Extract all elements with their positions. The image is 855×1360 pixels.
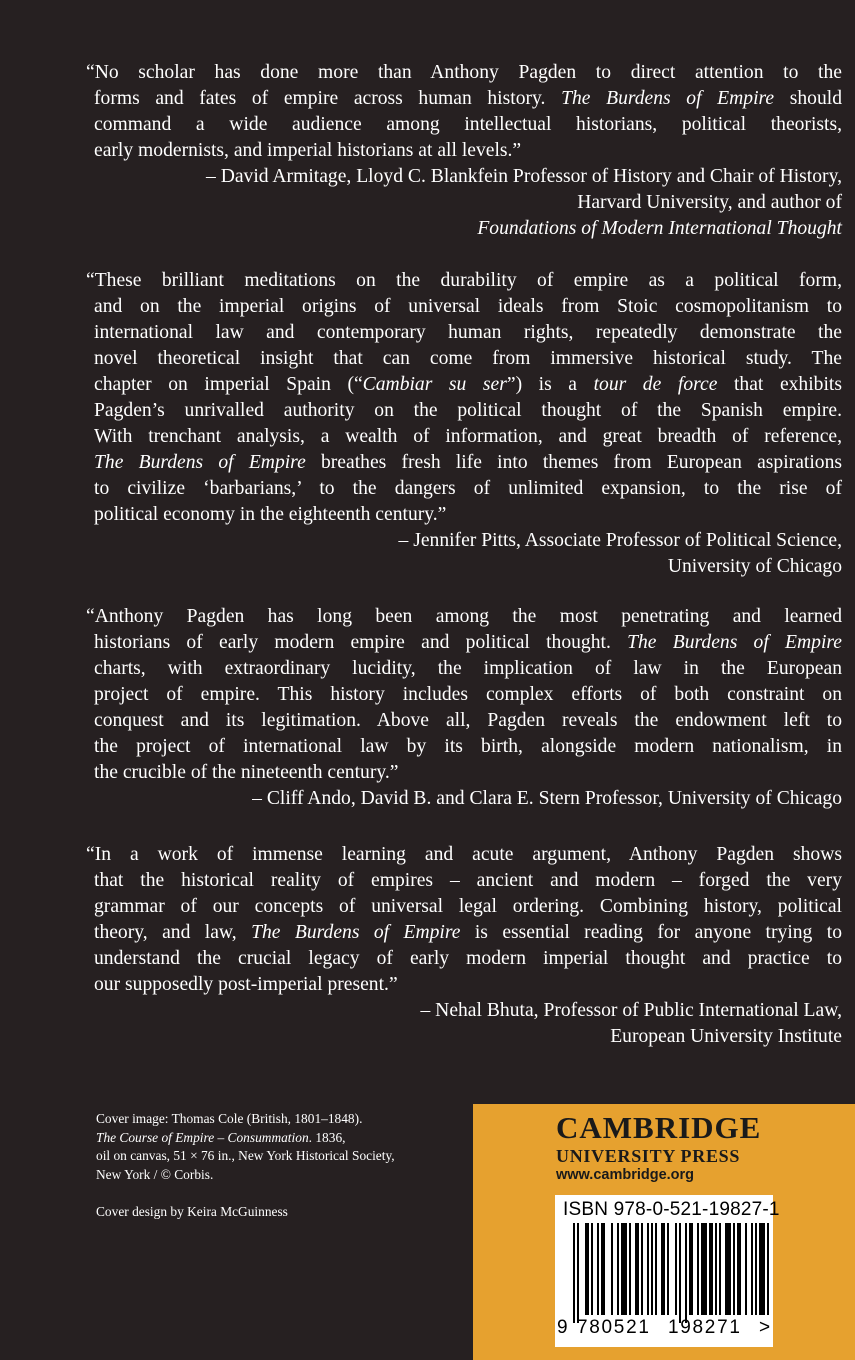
text-run: historians of early modern empire and political thought. <box>94 632 628 653</box>
text-run: – Cliff Ando, David B. and Clara E. Stern Professor, University of Chicago <box>252 788 842 809</box>
barcode-bar <box>751 1223 753 1315</box>
italic-title: The Burdens of Empire <box>561 88 775 109</box>
quote-attribution <box>206 164 842 190</box>
barcode-bar <box>697 1223 699 1315</box>
quote-line <box>94 346 842 372</box>
text-run: New York / © Corbis. <box>96 1166 214 1182</box>
quote-line <box>94 502 446 528</box>
text-run: should <box>774 88 843 109</box>
text-run: that exhibits <box>717 374 842 395</box>
barcode-bar <box>767 1223 769 1315</box>
quote-line <box>94 424 842 450</box>
barcode-bar <box>745 1223 747 1315</box>
quote-line <box>86 842 842 868</box>
italic-title: The Burdens of Empire <box>251 922 461 943</box>
quote-line <box>86 604 842 630</box>
barcode-bar <box>621 1223 627 1315</box>
text-run: ”) is a <box>506 374 594 395</box>
quote-attribution <box>252 786 842 812</box>
text-run: forms and fates of empire across human history. <box>94 88 562 109</box>
quote-line <box>94 398 842 424</box>
quote-attribution <box>420 998 842 1024</box>
text-run: the crucible of the nineteenth century.” <box>94 762 399 783</box>
quote-line <box>94 946 842 972</box>
quote-line <box>94 972 398 998</box>
quote-attribution <box>577 190 842 216</box>
text-run: and on the imperial origins of universal ideals from Stoic cosmopolitanism to <box>94 296 842 317</box>
text-run: – David Armitage, Lloyd C. Blankfein Professor of History and Chair of History, <box>206 166 842 187</box>
text-run: command a wide audience among intellectual historians, political theorists, <box>94 114 842 135</box>
barcode-bar <box>577 1223 579 1323</box>
quote-line <box>94 476 842 502</box>
barcode-bar <box>617 1223 619 1315</box>
credit-line <box>96 1129 466 1148</box>
italic-title: Cambiar su ser <box>362 374 507 395</box>
text-run: understand the crucial legacy of early modern imperial thought and practice to <box>94 948 842 969</box>
barcode-bar <box>661 1223 665 1315</box>
italic-title: The Burdens of Empire <box>94 452 306 473</box>
text-run: that the historical reality of empires – ancient and modern – forged the very <box>94 870 842 891</box>
barcode-bar <box>755 1223 757 1315</box>
quote-attribution <box>477 216 842 242</box>
text-run: With trenchant analysis, a wealth of information, and great breadth of reference, <box>94 426 842 447</box>
barcode-bar <box>719 1223 721 1315</box>
isbn-label: ISBN 978-0-521-19827-1 <box>563 1199 780 1220</box>
quote-line <box>94 920 842 946</box>
barcode-bar <box>601 1223 605 1315</box>
text-run: – Nehal Bhuta, Professor of Public International Law, <box>420 1000 842 1021</box>
text-run: “No scholar has done more than Anthony Pagden to direct attention to the <box>86 62 842 83</box>
quote-line <box>94 734 842 760</box>
barcode-bar <box>679 1223 681 1323</box>
barcode-bar <box>689 1223 693 1315</box>
quote-line <box>94 372 842 398</box>
barcode-bar <box>641 1223 643 1315</box>
text-run: to civilize ‘barbarians,’ to the dangers of unlimited expansion, to the rise of <box>94 478 842 499</box>
quote-line <box>94 868 842 894</box>
text-run: political economy in the eighteenth century.” <box>94 504 447 525</box>
text-run: international law and contemporary human rights, repeatedly demonstrate the <box>94 322 842 343</box>
text-run: chapter on imperial Spain (“ <box>94 374 363 395</box>
text-run: the project of international law by its birth, alongside modern nationalism, in <box>94 736 842 757</box>
text-run: conquest and its legitimation. Above all, Pagden reveals the endowment left to <box>94 710 842 731</box>
barcode-bar <box>675 1223 677 1315</box>
text-run: project of empire. This history includes complex efforts of both constraint on <box>94 684 842 705</box>
barcode-lead-digit: 9 <box>557 1317 568 1338</box>
italic-title: tour de force <box>593 374 718 395</box>
barcode-bar <box>709 1223 713 1315</box>
quote-line <box>94 320 842 346</box>
text-run: theory, and law, <box>94 922 252 943</box>
quote-line <box>94 86 842 112</box>
barcode-bar <box>585 1223 589 1315</box>
barcode-bar <box>737 1223 741 1315</box>
barcode-bar <box>655 1223 657 1315</box>
quote-line <box>94 656 842 682</box>
text-run: University of Chicago <box>667 556 842 577</box>
barcode-bar <box>651 1223 653 1315</box>
barcode-bar <box>759 1223 765 1315</box>
quote-line <box>94 760 398 786</box>
barcode-right-digits: 198271 <box>668 1317 742 1338</box>
text-run: “Anthony Pagden has long been among the most penetrating and learned <box>86 606 842 627</box>
credit-line <box>96 1110 466 1129</box>
quote-line <box>94 708 842 734</box>
italic-title: Foundations of Modern International Thought <box>477 218 842 239</box>
barcode-bar <box>635 1223 639 1315</box>
quote-line <box>94 112 842 138</box>
barcode-bar <box>573 1223 575 1323</box>
publisher-press: UNIVERSITY PRESS <box>556 1146 741 1166</box>
cover-image-credit <box>96 1110 466 1184</box>
text-run: breathes fresh life into themes from European aspirations <box>305 452 842 473</box>
italic-title: The Burdens of Empire <box>627 632 842 653</box>
text-run: novel theoretical insight that can come from immersive historical study. The <box>94 348 842 369</box>
barcode-bar <box>597 1223 599 1315</box>
text-run: Cover image: Thomas Cole (British, 1801–1848). <box>96 1111 363 1126</box>
barcode-bar <box>629 1223 631 1315</box>
text-run: . 1836, <box>308 1129 346 1145</box>
italic-title: The Course of Empire – Consummation <box>96 1129 309 1145</box>
quote-line <box>86 60 842 86</box>
barcode-bar <box>611 1223 613 1315</box>
text-run: – Jennifer Pitts, Associate Professor of Political Science, <box>398 530 842 551</box>
barcode-bar <box>701 1223 707 1315</box>
publisher-panel <box>473 1104 855 1360</box>
quote-attribution <box>610 1024 842 1050</box>
barcode-bar <box>733 1223 735 1315</box>
barcode-bar <box>715 1223 717 1315</box>
barcode-bar <box>685 1223 687 1323</box>
quote-attribution <box>399 528 843 554</box>
credit-line <box>96 1147 466 1166</box>
quote-line <box>94 450 842 476</box>
text-run: charts, with extraordinary lucidity, the implication of law in the European <box>94 658 842 679</box>
cover-design-credit: Cover design by Keira McGuinness <box>96 1204 288 1219</box>
quote-line <box>94 682 842 708</box>
text-run: Harvard University, and author of <box>577 192 842 213</box>
barcode-arrow: > <box>759 1317 771 1338</box>
quote-line <box>94 630 842 656</box>
barcode-left-digits: 780521 <box>577 1317 651 1338</box>
text-run: European University Institute <box>610 1026 842 1047</box>
quote-line <box>94 138 521 164</box>
quote-line <box>94 894 842 920</box>
text-run: early modernists, and imperial historians at all levels.” <box>94 140 522 161</box>
credit-line <box>96 1166 466 1185</box>
text-run: “In a work of immense learning and acute argument, Anthony Pagden shows <box>86 844 842 865</box>
text-run: “These brilliant meditations on the durability of empire as a political form, <box>86 270 842 291</box>
barcode-bar <box>725 1223 731 1315</box>
quote-line <box>94 294 842 320</box>
barcode-bar <box>647 1223 649 1315</box>
publisher-name: CAMBRIDGE <box>556 1110 762 1145</box>
barcode-bar <box>591 1223 593 1315</box>
barcode-bar <box>667 1223 669 1315</box>
text-run: oil on canvas, 51 × 76 in., New York Historical Society, <box>96 1148 395 1164</box>
text-run: grammar of our concepts of universal legal ordering. Combining history, political <box>94 896 842 917</box>
text-run: our supposedly post-imperial present.” <box>94 974 398 995</box>
text-run: Pagden’s unrivalled authority on the political thought of the Spanish empire. <box>94 400 842 421</box>
publisher-url[interactable]: www.cambridge.org <box>556 1167 695 1183</box>
text-run: is essential reading for anyone trying to <box>460 922 842 943</box>
quote-attribution <box>668 554 842 580</box>
isbn-barcode <box>555 1195 780 1347</box>
quote-line <box>86 268 842 294</box>
